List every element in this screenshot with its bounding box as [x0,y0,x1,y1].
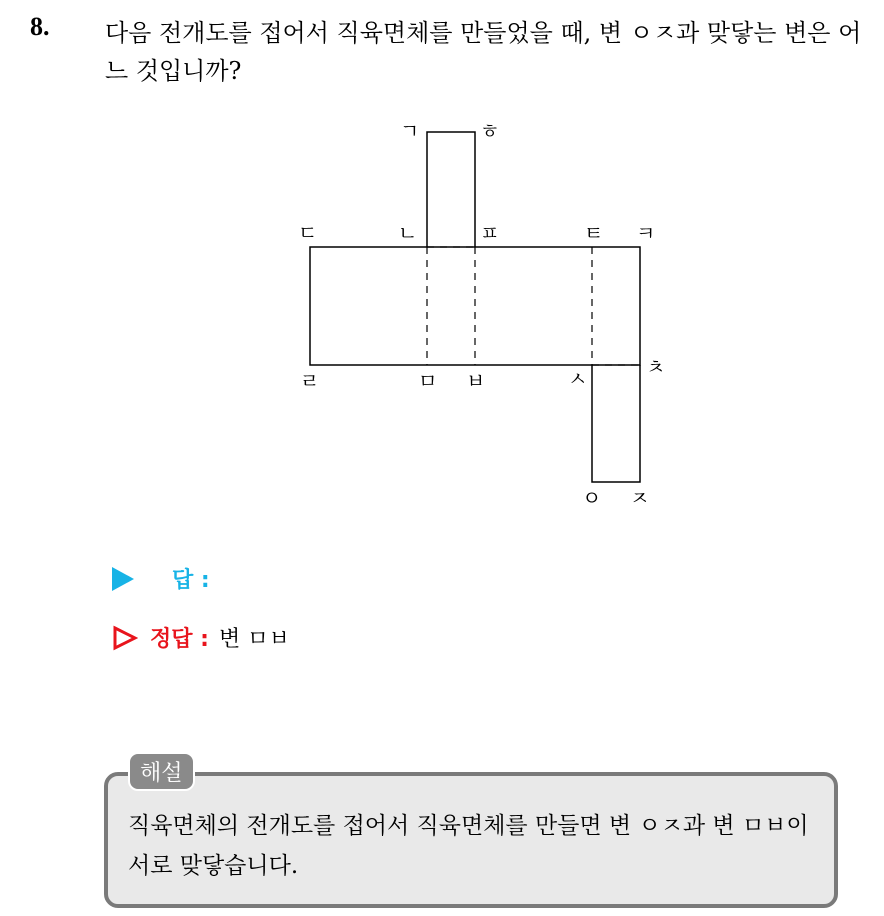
question-text: 다음 전개도를 접어서 직육면체를 만들었을 때, 변 ㅇㅈ과 맞닿는 변은 어느 것입니까? [105,19,862,85]
play-icon [112,567,134,591]
vertex-label-g: ㄱ [400,119,420,143]
top-flap [427,132,475,247]
explanation-text: 직육면체의 전개도를 접어서 직육면체를 만들면 변 ㅇㅈ과 변 ㅁㅂ이 서로 맞닿습니다. [128,813,809,879]
vertex-label-b: ㅂ [466,369,486,393]
vertex-label-n: ㄴ [398,221,418,245]
explanation-tag: 해설 [128,752,195,791]
vertex-label-h: ㅎ [480,119,500,143]
correct-answer-row [112,622,290,653]
vertex-label-o: ㅇ [582,486,602,510]
vertex-label-p: ㅍ [480,221,500,245]
question-number: 8. [30,12,50,41]
vertex-label-ch: ㅊ [646,355,666,379]
answer-row [112,563,210,594]
vertex-label-s: ㅅ [568,367,588,391]
vertex-label-d: ㄷ [298,221,318,245]
bottom-flap [592,365,640,482]
vertex-label-j: ㅈ [630,486,650,510]
correct-answer-label: 정답 : [150,627,209,652]
vertex-label-m: ㅁ [418,369,438,393]
net-diagram [290,110,680,510]
vertex-label-r: ㄹ [300,369,320,393]
vertex-label-k: ㅋ [636,221,656,245]
vertex-label-t: ㅌ [584,221,604,245]
answer-label: 답 : [172,568,210,593]
correct-answer-value: 변 ㅁㅂ [218,627,290,652]
triangle-outline-icon [112,625,138,651]
